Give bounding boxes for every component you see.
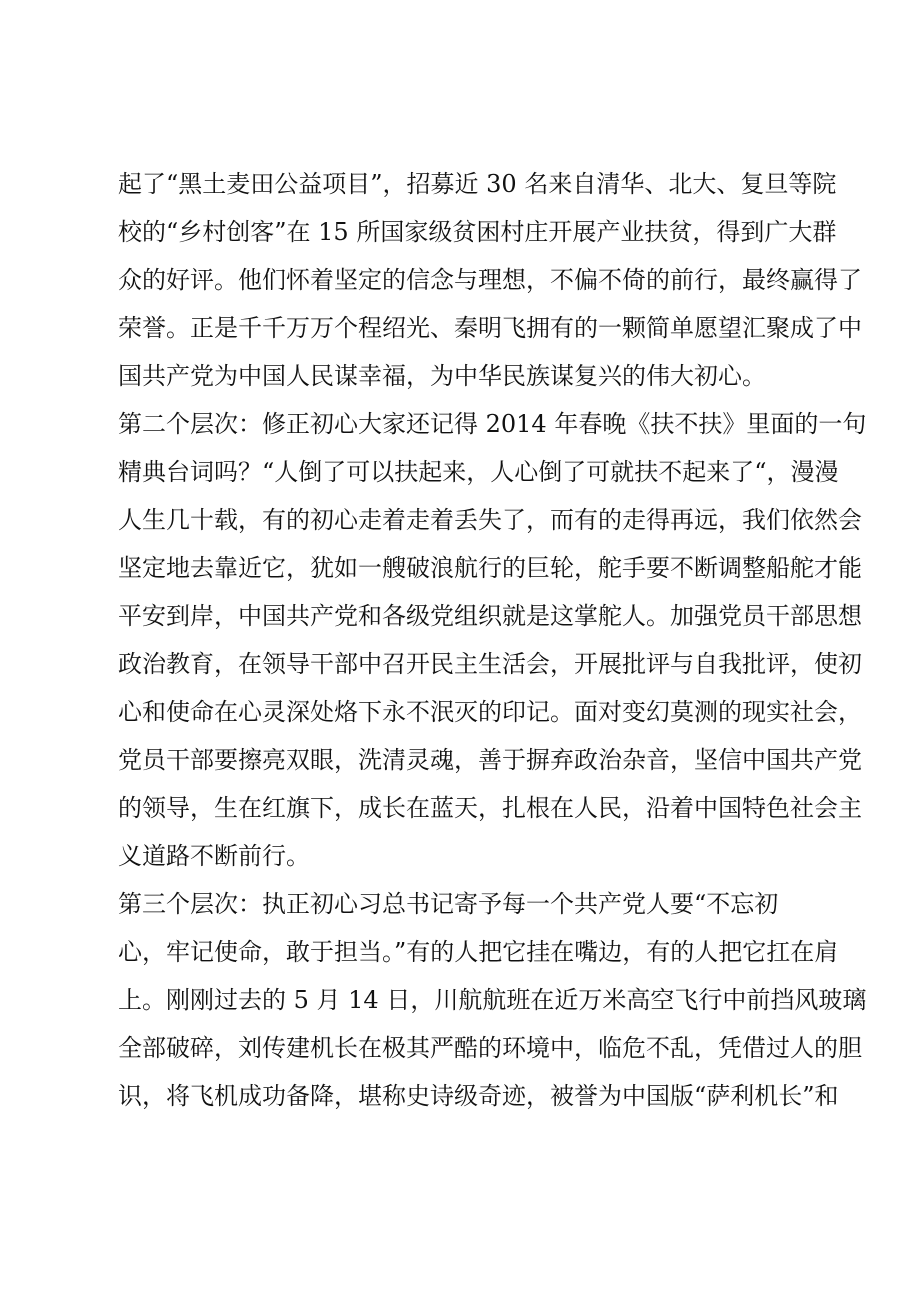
text-line: 坚定地去靠近它，犹如一艘破浪航行的巨轮，舵手要不断调整船舵才能 <box>118 554 862 582</box>
text-line: 心，牢记使命，敢于担当。”有的人把它挂在嘴边，有的人把它扛在肩 <box>118 938 839 966</box>
text-line: 平安到岸，中国共产党和各级党组织就是这掌舵人。加强党员干部思想 <box>118 602 862 630</box>
text-line: 国共产党为中国人民谋幸福，为中华民族谋复兴的伟大初心。 <box>118 362 766 390</box>
text-line: 上。刚刚过去的 5 月 14 日，川航航班在近万米高空飞行中前挡风玻璃 <box>118 986 867 1014</box>
text-line: 义道路不断前行。 <box>118 842 310 870</box>
text-line: 政治教育，在领导干部中召开民主生活会，开展批评与自我批评，使初 <box>118 650 862 678</box>
text-line: 第二个层次：修正初心大家还记得 2014 年春晚《扶不扶》里面的一句 <box>118 410 867 438</box>
text-line: 荣誉。正是千千万万个程绍光、秦明飞拥有的一颗简单愿望汇聚成了中 <box>118 314 862 342</box>
text-line: 全部破碎，刘传建机长在极其严酷的环境中，临危不乱，凭借过人的胆 <box>118 1034 862 1062</box>
text-line: 识，将飞机成功备降，堪称史诗级奇迹，被誉为中国版“萨利机长”和 <box>118 1082 839 1110</box>
text-line: 心和使命在心灵深处烙下永不泯灭的印记。面对变幻莫测的现实社会， <box>118 698 862 726</box>
text-line: 党员干部要擦亮双眼，洗清灵魂，善于摒弃政治杂音，坚信中国共产党 <box>118 746 862 774</box>
text-line: 起了“黑土麦田公益项目”，招募近 30 名来自清华、北大、复旦等院 <box>118 170 837 198</box>
text-line: 众的好评。他们怀着坚定的信念与理想，不偏不倚的前行，最终赢得了 <box>118 266 862 294</box>
text-line: 人生几十载，有的初心走着走着丢失了，而有的走得再远，我们依然会 <box>118 506 862 534</box>
text-line: 精典台词吗？“人倒了可以扶起来，人心倒了可就扶不起来了“，漫漫 <box>118 458 839 486</box>
text-line: 的领导，生在红旗下，成长在蓝天，扎根在人民，沿着中国特色社会主 <box>118 794 862 822</box>
body-text <box>118 160 867 1120</box>
text-line: 校的“乡村创客”在 15 所国家级贫困村庄开展产业扶贫，得到广大群 <box>118 218 837 246</box>
text-line: 第三个层次：执正初心习总书记寄予每一个共产党人要“不忘初 <box>118 890 779 918</box>
